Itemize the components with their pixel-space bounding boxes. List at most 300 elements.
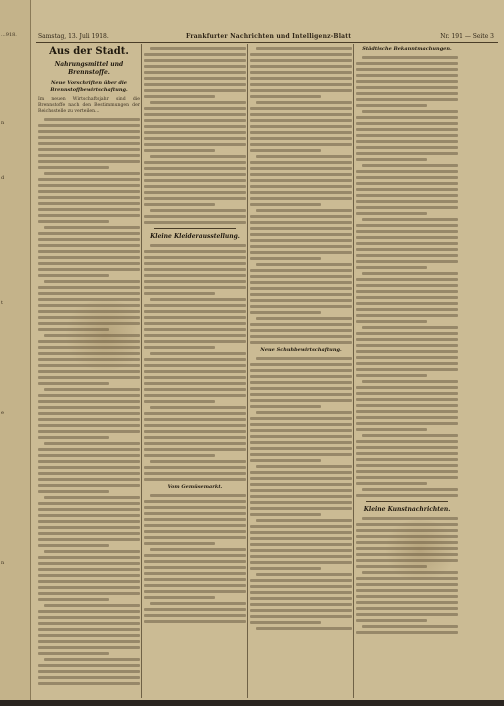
text-line bbox=[144, 364, 246, 367]
text-line bbox=[250, 447, 352, 450]
text-line bbox=[250, 387, 352, 390]
text-line bbox=[144, 566, 246, 569]
text-line bbox=[144, 316, 246, 319]
text-line bbox=[144, 400, 215, 403]
text-line bbox=[144, 394, 246, 397]
text-line bbox=[144, 292, 215, 295]
text-line bbox=[356, 122, 458, 125]
text-line bbox=[38, 124, 140, 127]
text-line bbox=[38, 532, 140, 535]
text-line bbox=[356, 416, 458, 419]
text-line bbox=[356, 601, 458, 604]
text-line bbox=[250, 287, 352, 290]
text-line bbox=[38, 376, 140, 379]
text-line bbox=[356, 338, 458, 341]
text-line bbox=[356, 422, 458, 425]
text-line bbox=[250, 423, 352, 426]
text-line bbox=[356, 290, 458, 293]
text-line bbox=[44, 280, 140, 283]
text-line bbox=[356, 452, 458, 455]
article-title: Nahrungsmittel und Brennstoffe. bbox=[54, 61, 124, 76]
text-line bbox=[250, 441, 352, 444]
text-line bbox=[362, 517, 458, 520]
text-line bbox=[144, 53, 246, 56]
text-line bbox=[38, 514, 140, 517]
text-line bbox=[356, 398, 458, 401]
text-line bbox=[144, 286, 246, 289]
text-line bbox=[144, 334, 246, 337]
text-line bbox=[256, 465, 352, 468]
text-line bbox=[144, 376, 246, 379]
article-body bbox=[250, 357, 352, 630]
text-line bbox=[250, 621, 321, 624]
text-line bbox=[362, 434, 458, 437]
text-line bbox=[250, 495, 352, 498]
text-line bbox=[144, 179, 246, 182]
text-line bbox=[356, 182, 458, 185]
text-line bbox=[144, 119, 246, 122]
text-line bbox=[144, 221, 246, 224]
text-line bbox=[144, 418, 246, 421]
text-line bbox=[38, 556, 140, 559]
text-line bbox=[38, 664, 140, 667]
text-line bbox=[256, 357, 352, 360]
strip-fragment: ...918. bbox=[1, 32, 17, 38]
text-line bbox=[250, 435, 352, 438]
text-line bbox=[250, 341, 352, 344]
text-line bbox=[38, 436, 109, 439]
text-line bbox=[256, 101, 352, 104]
text-line bbox=[356, 194, 458, 197]
text-line bbox=[144, 125, 246, 128]
text-line bbox=[250, 227, 352, 230]
article-intro: Im neuen Wirtschaftsjahr sind die Brennstoffe nach den Bestimmungen der Reichsstelle zu verteilen... bbox=[38, 97, 140, 114]
text-line bbox=[356, 200, 458, 203]
text-line bbox=[38, 400, 140, 403]
text-line bbox=[38, 520, 140, 523]
text-line bbox=[356, 607, 458, 610]
text-line bbox=[144, 173, 246, 176]
text-line bbox=[38, 136, 140, 139]
text-line bbox=[250, 197, 352, 200]
text-line bbox=[362, 326, 458, 329]
text-line bbox=[38, 490, 109, 493]
header-page-number: Nr. 191 — Seite 3 bbox=[440, 33, 494, 40]
text-line bbox=[250, 603, 352, 606]
text-line bbox=[144, 542, 215, 545]
text-line bbox=[356, 146, 458, 149]
text-line bbox=[250, 71, 352, 74]
text-line bbox=[250, 137, 352, 140]
text-line bbox=[150, 298, 246, 301]
text-line bbox=[144, 448, 246, 451]
article-title: Neue Schuhbewirtschaftung. bbox=[260, 347, 342, 353]
text-line bbox=[250, 311, 321, 314]
text-line bbox=[356, 224, 458, 227]
text-line bbox=[250, 269, 352, 272]
text-line bbox=[38, 430, 140, 433]
text-line bbox=[144, 436, 246, 439]
text-line bbox=[38, 424, 140, 427]
text-line bbox=[144, 530, 246, 533]
text-line bbox=[250, 89, 352, 92]
text-line bbox=[250, 525, 352, 528]
text-line bbox=[144, 203, 215, 206]
text-line bbox=[38, 418, 140, 421]
text-line bbox=[250, 215, 352, 218]
text-line bbox=[144, 322, 246, 325]
text-line bbox=[356, 140, 458, 143]
text-line bbox=[250, 59, 352, 62]
text-line bbox=[362, 218, 458, 221]
text-line bbox=[362, 625, 458, 628]
text-line bbox=[356, 260, 458, 263]
text-line bbox=[250, 149, 321, 152]
text-line bbox=[356, 583, 458, 586]
text-line bbox=[250, 233, 352, 236]
text-line bbox=[38, 502, 140, 505]
article-body bbox=[356, 56, 458, 497]
text-line bbox=[38, 628, 140, 631]
text-line bbox=[44, 118, 140, 121]
paper-stain bbox=[60, 300, 150, 370]
text-line bbox=[356, 482, 427, 485]
text-line bbox=[38, 682, 140, 685]
text-line bbox=[44, 388, 140, 391]
text-line bbox=[356, 386, 458, 389]
text-line bbox=[38, 160, 140, 163]
text-line bbox=[144, 77, 246, 80]
text-line bbox=[356, 62, 458, 65]
text-line bbox=[38, 562, 140, 565]
text-line bbox=[356, 188, 458, 191]
text-line bbox=[356, 116, 458, 119]
text-line bbox=[144, 412, 246, 415]
article-title: Kleine Kunstnachrichten. bbox=[363, 506, 451, 513]
text-line bbox=[250, 591, 352, 594]
text-line bbox=[144, 95, 215, 98]
text-line bbox=[250, 453, 352, 456]
text-line bbox=[150, 244, 246, 247]
text-line bbox=[144, 478, 246, 481]
text-line bbox=[250, 299, 352, 302]
text-line bbox=[250, 363, 352, 366]
text-line bbox=[38, 448, 140, 451]
page-header bbox=[36, 32, 498, 43]
text-line bbox=[356, 176, 458, 179]
text-line bbox=[356, 128, 458, 131]
text-line bbox=[38, 676, 140, 679]
text-line bbox=[38, 568, 140, 571]
text-line bbox=[250, 537, 352, 540]
text-line bbox=[150, 548, 246, 551]
text-line bbox=[38, 580, 140, 583]
text-line bbox=[356, 374, 427, 377]
text-line bbox=[38, 214, 140, 217]
text-line bbox=[144, 512, 246, 515]
strip-fragment: n bbox=[1, 560, 5, 566]
text-line bbox=[144, 65, 246, 68]
text-line bbox=[44, 226, 140, 229]
text-line bbox=[250, 131, 352, 134]
text-line bbox=[144, 262, 246, 265]
text-line bbox=[38, 454, 140, 457]
text-line bbox=[144, 310, 246, 313]
strip-fragment: d bbox=[1, 175, 5, 181]
text-line bbox=[362, 110, 458, 113]
text-line bbox=[256, 573, 352, 576]
text-line bbox=[356, 332, 458, 335]
text-line bbox=[38, 460, 140, 463]
text-line bbox=[362, 272, 458, 275]
text-line bbox=[356, 476, 458, 479]
text-line bbox=[250, 531, 352, 534]
text-line bbox=[250, 221, 352, 224]
text-line bbox=[38, 598, 109, 601]
text-line bbox=[356, 296, 458, 299]
text-line bbox=[250, 405, 321, 408]
text-line bbox=[144, 346, 215, 349]
text-line bbox=[356, 170, 458, 173]
text-line bbox=[144, 59, 246, 62]
text-line bbox=[250, 305, 352, 308]
text-line bbox=[356, 428, 427, 431]
text-line bbox=[144, 161, 246, 164]
text-line bbox=[250, 257, 321, 260]
header-date: Samstag, 13. Juli 1918. bbox=[38, 33, 109, 40]
text-line bbox=[362, 56, 458, 59]
text-line bbox=[356, 80, 458, 83]
text-line bbox=[356, 266, 427, 269]
text-line bbox=[44, 550, 140, 553]
text-line bbox=[44, 658, 140, 661]
text-line bbox=[38, 274, 109, 277]
text-line bbox=[44, 604, 140, 607]
text-line bbox=[250, 549, 352, 552]
text-line bbox=[38, 232, 140, 235]
adjacent-page-strip bbox=[0, 0, 31, 706]
text-line bbox=[250, 275, 352, 278]
text-line bbox=[38, 166, 109, 169]
text-line bbox=[38, 370, 140, 373]
text-line bbox=[356, 134, 458, 137]
text-line bbox=[250, 167, 352, 170]
text-line bbox=[38, 292, 140, 295]
text-line bbox=[150, 602, 246, 605]
divider bbox=[366, 501, 448, 502]
text-line bbox=[144, 578, 246, 581]
text-line bbox=[250, 245, 352, 248]
column-divider bbox=[141, 44, 142, 698]
text-line bbox=[250, 471, 352, 474]
text-line bbox=[144, 304, 246, 307]
text-line bbox=[38, 190, 140, 193]
text-line bbox=[144, 554, 246, 557]
text-line bbox=[144, 358, 246, 361]
text-line bbox=[356, 236, 458, 239]
text-line bbox=[356, 68, 458, 71]
text-line bbox=[256, 317, 352, 320]
text-line bbox=[250, 501, 352, 504]
text-line bbox=[144, 167, 246, 170]
column-divider bbox=[247, 44, 248, 698]
text-line bbox=[144, 256, 246, 259]
text-line bbox=[38, 202, 140, 205]
text-line bbox=[250, 375, 352, 378]
text-line bbox=[250, 185, 352, 188]
text-line bbox=[356, 356, 458, 359]
text-line bbox=[144, 137, 246, 140]
text-line bbox=[38, 586, 140, 589]
text-line bbox=[38, 382, 109, 385]
text-line bbox=[38, 148, 140, 151]
text-line bbox=[38, 298, 140, 301]
text-line bbox=[250, 107, 352, 110]
text-line bbox=[250, 179, 352, 182]
text-line bbox=[144, 424, 246, 427]
text-line bbox=[144, 280, 246, 283]
text-line bbox=[144, 185, 246, 188]
text-line bbox=[362, 380, 458, 383]
text-line bbox=[250, 335, 352, 338]
text-line bbox=[250, 567, 321, 570]
text-line bbox=[144, 197, 246, 200]
article-body bbox=[144, 494, 246, 623]
text-line bbox=[356, 404, 458, 407]
text-line bbox=[356, 242, 458, 245]
text-line bbox=[250, 65, 352, 68]
text-line bbox=[356, 464, 458, 467]
text-line bbox=[150, 47, 246, 50]
text-line bbox=[250, 323, 352, 326]
text-line bbox=[250, 579, 352, 582]
text-line bbox=[38, 574, 140, 577]
text-line bbox=[144, 191, 246, 194]
text-line bbox=[356, 104, 427, 107]
text-line bbox=[250, 561, 352, 564]
text-line bbox=[144, 620, 246, 623]
text-line bbox=[356, 158, 427, 161]
text-line bbox=[38, 262, 140, 265]
text-line bbox=[144, 506, 246, 509]
text-line bbox=[144, 340, 246, 343]
text-line bbox=[356, 470, 458, 473]
text-line bbox=[38, 196, 140, 199]
column-1 bbox=[38, 44, 140, 698]
text-line bbox=[144, 143, 246, 146]
text-line bbox=[44, 172, 140, 175]
text-line bbox=[38, 640, 140, 643]
text-line bbox=[250, 393, 352, 396]
text-line bbox=[250, 251, 352, 254]
text-line bbox=[356, 350, 458, 353]
text-line bbox=[38, 466, 140, 469]
text-line bbox=[144, 560, 246, 563]
divider bbox=[154, 228, 236, 229]
text-line bbox=[356, 230, 458, 233]
text-line bbox=[150, 460, 246, 463]
text-line bbox=[144, 442, 246, 445]
text-line bbox=[356, 613, 458, 616]
text-line bbox=[144, 608, 246, 611]
text-line bbox=[38, 268, 140, 271]
text-line bbox=[256, 627, 352, 630]
text-line bbox=[356, 152, 458, 155]
text-line bbox=[144, 382, 246, 385]
text-line bbox=[356, 248, 458, 251]
article-body bbox=[38, 118, 140, 685]
text-line bbox=[144, 149, 215, 152]
text-line bbox=[38, 220, 109, 223]
paper-stain bbox=[380, 520, 460, 580]
text-line bbox=[144, 524, 246, 527]
text-line bbox=[362, 164, 458, 167]
text-line bbox=[250, 513, 321, 516]
text-line bbox=[250, 477, 352, 480]
text-line bbox=[256, 263, 352, 266]
strip-fragment: e bbox=[1, 410, 4, 416]
text-line bbox=[144, 466, 246, 469]
text-line bbox=[356, 284, 458, 287]
text-line bbox=[150, 209, 246, 212]
text-line bbox=[144, 430, 246, 433]
text-line bbox=[250, 459, 321, 462]
text-line bbox=[150, 155, 246, 158]
text-line bbox=[38, 538, 140, 541]
text-line bbox=[356, 631, 458, 634]
text-line bbox=[250, 281, 352, 284]
text-line bbox=[150, 352, 246, 355]
text-line bbox=[38, 592, 140, 595]
text-line bbox=[356, 392, 458, 395]
text-line bbox=[250, 597, 352, 600]
text-line bbox=[356, 278, 458, 281]
text-line bbox=[256, 155, 352, 158]
text-line bbox=[356, 74, 458, 77]
text-line bbox=[144, 472, 246, 475]
text-line bbox=[144, 274, 246, 277]
text-line bbox=[144, 107, 246, 110]
text-line bbox=[250, 95, 321, 98]
text-line bbox=[38, 142, 140, 145]
text-line bbox=[144, 71, 246, 74]
text-line bbox=[144, 536, 246, 539]
text-line bbox=[144, 614, 246, 617]
text-line bbox=[150, 406, 246, 409]
text-line bbox=[356, 410, 458, 413]
text-line bbox=[38, 244, 140, 247]
text-line bbox=[144, 500, 246, 503]
text-line bbox=[362, 488, 458, 491]
text-line bbox=[250, 543, 352, 546]
text-line bbox=[144, 572, 246, 575]
text-line bbox=[38, 472, 140, 475]
text-line bbox=[250, 173, 352, 176]
text-line bbox=[144, 584, 246, 587]
text-line bbox=[250, 53, 352, 56]
text-line bbox=[38, 130, 140, 133]
text-line bbox=[356, 302, 458, 305]
text-line bbox=[38, 154, 140, 157]
text-line bbox=[38, 622, 140, 625]
text-line bbox=[250, 161, 352, 164]
text-line bbox=[356, 494, 458, 497]
text-line bbox=[250, 585, 352, 588]
text-line bbox=[356, 98, 458, 101]
text-line bbox=[38, 256, 140, 259]
text-line bbox=[144, 328, 246, 331]
text-line bbox=[38, 184, 140, 187]
